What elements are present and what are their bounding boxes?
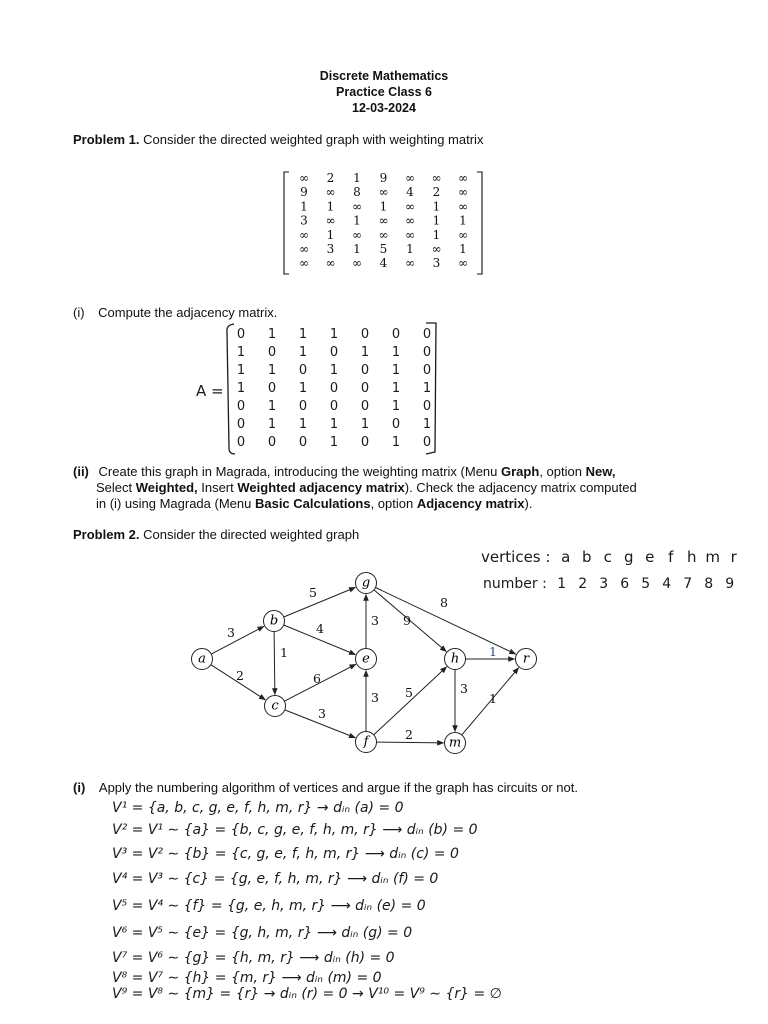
matrix-cell: ∞ bbox=[431, 171, 442, 185]
node-m bbox=[445, 733, 466, 754]
node-g bbox=[356, 573, 377, 594]
part-ii-segment: , option bbox=[370, 496, 417, 511]
matrix-cell: ∞ bbox=[458, 256, 468, 271]
matrix-cell: 9 bbox=[379, 171, 388, 185]
matrix-cell: 4 bbox=[406, 185, 414, 200]
adjacency-cell: 0 bbox=[236, 399, 246, 414]
vertices-label: vertices : bbox=[481, 548, 551, 566]
matrix-cell: ∞ bbox=[458, 199, 468, 214]
matrix-cell: ∞ bbox=[405, 256, 415, 271]
matrix-cell: 2 bbox=[432, 185, 441, 200]
matrix-cell: ∞ bbox=[299, 171, 309, 185]
part-ii-segment: New, bbox=[585, 464, 616, 479]
node-f bbox=[356, 732, 377, 753]
adjacency-cell: 1 bbox=[267, 399, 277, 414]
vertex-entry: g bbox=[623, 548, 634, 566]
matrix-cell: 1 bbox=[432, 227, 441, 242]
adjacency-cell: 0 bbox=[391, 327, 401, 342]
adjacency-cell: 0 bbox=[360, 399, 370, 414]
matrix-cell: ∞ bbox=[378, 227, 389, 242]
matrix-cell: ∞ bbox=[299, 256, 309, 271]
matrix-cell: ∞ bbox=[405, 227, 415, 242]
part-ii-line-2 bbox=[73, 480, 713, 496]
part-ii-segment: Adjacency matrix bbox=[416, 496, 525, 511]
matrix-cell: ∞ bbox=[299, 227, 309, 242]
number-entry: 4 bbox=[662, 576, 672, 592]
matrix-cell: 1 bbox=[459, 242, 467, 256]
adjacency-cell: 1 bbox=[236, 363, 246, 378]
handwritten-line: V⁴ = V³ ∼ {c} = {g, e, f, h, m, r} ⟶ dᵢₙ (f) = 0 bbox=[112, 871, 439, 887]
adjacency-cell: 1 bbox=[391, 399, 401, 414]
edge-weight-label: 8 bbox=[440, 595, 448, 610]
matrix-cell: 1 bbox=[406, 242, 414, 256]
vertex-entry: m bbox=[705, 548, 721, 566]
handwritten-line: V¹ = {a, b, c, g, e, f, h, m, r} → dᵢₙ (a) = 0 bbox=[112, 800, 404, 816]
matrix-cell: 3 bbox=[432, 256, 441, 271]
problem2-text: Consider the directed weighted graph bbox=[143, 527, 360, 542]
node-label: a bbox=[198, 651, 206, 667]
problem1-statement bbox=[73, 132, 483, 148]
matrix-cell: 4 bbox=[379, 256, 388, 271]
vertex-entry: a bbox=[561, 548, 571, 566]
matrix-cell: ∞ bbox=[325, 256, 336, 271]
number-entry: 1 bbox=[557, 576, 567, 592]
node-r bbox=[516, 649, 537, 670]
vertex-entry: f bbox=[668, 548, 674, 566]
problem2-part-i bbox=[73, 780, 578, 796]
problem2-statement bbox=[73, 527, 359, 543]
number-entry: 3 bbox=[599, 576, 609, 592]
matrix-cell: 1 bbox=[379, 199, 388, 214]
adjacency-cell: 0 bbox=[422, 363, 432, 378]
node-b bbox=[264, 611, 285, 632]
adjacency-cell: 0 bbox=[236, 435, 246, 450]
weighting-matrix bbox=[280, 168, 490, 280]
number-entry: 7 bbox=[683, 576, 693, 592]
adjacency-cell: 1 bbox=[391, 363, 401, 378]
edge-weight-label: 2 bbox=[405, 727, 413, 742]
vertex-entry: c bbox=[603, 548, 612, 566]
node-c bbox=[265, 696, 286, 717]
handwritten-line: V⁹ = V⁸ ∼ {m} = {r} → dᵢₙ (r) = 0 → V¹⁰ = V⁹ ∼ {r} = ∅ bbox=[112, 986, 502, 1002]
adjacency-matrix-name: A = bbox=[196, 382, 224, 400]
adjacency-cell: 0 bbox=[360, 327, 370, 342]
adjacency-cell: 1 bbox=[329, 327, 339, 342]
node-label: b bbox=[269, 613, 279, 629]
adjacency-cell: 0 bbox=[329, 345, 339, 360]
matrix-cell: ∞ bbox=[405, 171, 415, 185]
adjacency-cell: 1 bbox=[360, 417, 370, 432]
adjacency-cell: 0 bbox=[422, 345, 432, 360]
adjacency-cell: 1 bbox=[391, 345, 401, 360]
node-label: e bbox=[362, 651, 370, 667]
adjacency-cell: 0 bbox=[329, 399, 339, 414]
adjacency-cell: 0 bbox=[267, 345, 277, 360]
matrix-cell: ∞ bbox=[458, 185, 468, 200]
matrix-cell: ∞ bbox=[325, 213, 336, 228]
part-i-label: (i) bbox=[73, 305, 85, 320]
edge-a-b bbox=[211, 626, 264, 654]
course-title: Discrete Mathematics bbox=[319, 69, 449, 83]
matrix-cell: 1 bbox=[432, 213, 441, 228]
problem2-part-i-text: Apply the numbering algorithm of vertices and argue if the graph has circuits or not. bbox=[98, 780, 578, 795]
node-e bbox=[356, 649, 377, 670]
adjacency-cell: 0 bbox=[360, 435, 370, 450]
adjacency-cell: 1 bbox=[298, 381, 308, 396]
class-date: 12-03-2024 bbox=[352, 101, 416, 115]
node-label: f bbox=[363, 734, 369, 750]
matrix-cell: ∞ bbox=[378, 213, 389, 228]
matrix-cell: ∞ bbox=[405, 199, 415, 214]
edge-f-m bbox=[376, 742, 443, 743]
part-ii-segment: ). Check the adjacency matrix computed bbox=[404, 480, 637, 495]
adjacency-cell: 1 bbox=[329, 363, 339, 378]
adjacency-cell: 1 bbox=[267, 327, 277, 342]
matrix-cell: 3 bbox=[326, 242, 335, 256]
edge-weight-label: 3 bbox=[227, 625, 235, 640]
handwritten-line: V⁵ = V⁴ ∼ {f} = {g, e, h, m, r} ⟶ dᵢₙ (e) = 0 bbox=[112, 898, 426, 914]
adjacency-cell: 0 bbox=[298, 363, 308, 378]
node-label: r bbox=[522, 651, 530, 667]
node-label: g bbox=[361, 575, 371, 591]
adjacency-cell: 0 bbox=[267, 381, 277, 396]
adjacency-cell: 0 bbox=[422, 327, 432, 342]
part-i-text: Compute the adjacency matrix. bbox=[98, 305, 278, 320]
edge-weight-label: 5 bbox=[309, 585, 317, 600]
matrix-cell: 1 bbox=[353, 213, 361, 228]
adjacency-cell: 0 bbox=[360, 381, 370, 396]
edge-weight-label: 2 bbox=[236, 668, 244, 683]
adjacency-cell: 0 bbox=[422, 399, 432, 414]
part-ii-segment: in (i) using Magrada (Menu bbox=[96, 496, 255, 511]
part-ii-segment: Weighted, bbox=[135, 480, 198, 495]
edge-weight-label: 3 bbox=[460, 681, 468, 696]
node-label: m bbox=[448, 735, 462, 751]
edge-weight-label: 1 bbox=[280, 645, 288, 660]
number-entry: 5 bbox=[641, 576, 651, 592]
vertices-row bbox=[481, 548, 744, 566]
number-entry: 2 bbox=[578, 576, 588, 592]
node-label: c bbox=[271, 698, 279, 714]
edge-weight-label: 5 bbox=[405, 685, 413, 700]
matrix-cell: 1 bbox=[459, 213, 467, 228]
handwritten-line: V³ = V² ∼ {b} = {c, g, e, f, h, m, r} ⟶ dᵢₙ (c) = 0 bbox=[112, 846, 459, 862]
matrix-cell: ∞ bbox=[378, 185, 389, 200]
part-ii-segment: Basic Calculations bbox=[254, 496, 371, 511]
adjacency-cell: 1 bbox=[422, 417, 432, 432]
edge-weight-label: 4 bbox=[316, 621, 324, 636]
edge-weight-label: 9 bbox=[403, 613, 411, 628]
matrix-cell: 1 bbox=[300, 199, 308, 214]
node-h bbox=[445, 649, 466, 670]
adjacency-cell: 1 bbox=[298, 345, 308, 360]
edge-weight-label: 6 bbox=[313, 671, 321, 686]
edge-weight-label: 1 bbox=[489, 644, 497, 659]
part-ii-segment: Graph bbox=[501, 464, 540, 479]
adjacency-cell: 1 bbox=[391, 435, 401, 450]
matrix-cell: 2 bbox=[326, 171, 335, 185]
adjacency-cell: 1 bbox=[267, 417, 277, 432]
edge-weight-label: 1 bbox=[489, 691, 497, 706]
edge-b-c bbox=[274, 631, 275, 694]
matrix-cell: ∞ bbox=[352, 256, 362, 271]
part-ii-segment: Select bbox=[96, 480, 136, 495]
problem1-part-i bbox=[73, 305, 277, 321]
part-ii-line-3 bbox=[73, 496, 713, 512]
vertex-entry: b bbox=[581, 548, 592, 566]
adjacency-cell: 0 bbox=[360, 363, 370, 378]
matrix-cell: ∞ bbox=[352, 227, 362, 242]
adjacency-cell: 0 bbox=[329, 381, 339, 396]
adjacency-cell: 1 bbox=[236, 381, 246, 396]
adjacency-cell: 0 bbox=[236, 417, 246, 432]
matrix-cell: ∞ bbox=[458, 227, 468, 242]
matrix-cell: ∞ bbox=[325, 185, 336, 200]
matrix-cell: ∞ bbox=[405, 213, 415, 228]
part-ii-segment: Weighted adjacency matrix bbox=[237, 480, 405, 495]
adjacency-cell: 0 bbox=[391, 417, 401, 432]
matrix-cell: ∞ bbox=[352, 199, 362, 214]
adjacency-cell: 1 bbox=[422, 381, 432, 396]
problem2-part-i-label: (i) bbox=[73, 780, 86, 795]
adjacency-cell: 1 bbox=[298, 327, 308, 342]
handwritten-line: V⁷ = V⁶ ∼ {g} = {h, m, r} ⟶ dᵢₙ (h) = 0 bbox=[112, 950, 395, 966]
adjacency-cells bbox=[237, 327, 431, 450]
adjacency-cell: 0 bbox=[422, 435, 432, 450]
part-ii-segment: ). bbox=[524, 496, 533, 511]
matrix-cell: ∞ bbox=[458, 171, 468, 185]
problem1-label: Problem 1. bbox=[73, 132, 140, 147]
adjacency-cell: 1 bbox=[329, 435, 339, 450]
handwritten-line: V² = V¹ ∼ {a} = {b, c, g, e, f, h, m, r} ⟶ dᵢₙ (b) = 0 bbox=[112, 822, 478, 838]
adjacency-cell: 1 bbox=[391, 381, 401, 396]
adjacency-cell: 1 bbox=[298, 417, 308, 432]
adjacency-cell: 1 bbox=[360, 345, 370, 360]
matrix-cell: 9 bbox=[300, 185, 308, 200]
node-a bbox=[192, 649, 213, 670]
adjacency-cell: 1 bbox=[236, 345, 246, 360]
edge-weight-label: 3 bbox=[371, 690, 379, 705]
matrix-cell: ∞ bbox=[431, 242, 442, 256]
adjacency-cell: 0 bbox=[298, 435, 308, 450]
part-ii-label: (ii) bbox=[73, 464, 89, 479]
edge-weight-label: 3 bbox=[318, 706, 326, 721]
matrix-cell: 1 bbox=[326, 199, 335, 214]
matrix-cells bbox=[299, 171, 468, 270]
adjacency-matrix bbox=[220, 320, 445, 460]
adjacency-cell: 0 bbox=[267, 435, 277, 450]
matrix-cell: 8 bbox=[353, 185, 361, 200]
number-label: number : bbox=[483, 576, 547, 592]
part-ii-line-1 bbox=[99, 464, 616, 479]
matrix-cell: 1 bbox=[353, 242, 361, 256]
vertex-entry: r bbox=[730, 548, 737, 566]
matrix-cell: ∞ bbox=[299, 242, 309, 256]
adjacency-cell: 0 bbox=[236, 327, 246, 342]
class-title: Practice Class 6 bbox=[336, 85, 432, 99]
matrix-cell: 1 bbox=[432, 199, 441, 214]
matrix-cell: 3 bbox=[300, 213, 308, 228]
vertices-list bbox=[555, 548, 744, 566]
edge-weight-label: 3 bbox=[371, 613, 379, 628]
adjacency-cell: 1 bbox=[329, 417, 339, 432]
numbers-list bbox=[551, 576, 740, 592]
problem1-text: Consider the directed weighted graph with weighting matrix bbox=[143, 132, 484, 147]
graph-nodes bbox=[192, 573, 537, 754]
part-ii-segment: Insert bbox=[197, 480, 238, 495]
part-ii-segment: , option bbox=[539, 464, 586, 479]
number-entry: 9 bbox=[725, 576, 735, 592]
number-entry: 6 bbox=[620, 576, 630, 592]
problem1-part-ii bbox=[73, 464, 713, 512]
matrix-left-bracket bbox=[284, 172, 289, 274]
problem2-label: Problem 2. bbox=[73, 527, 140, 542]
part-ii-segment: Create this graph in Magrada, introducing the weighting matrix (Menu bbox=[98, 464, 502, 479]
number-entry: 8 bbox=[704, 576, 714, 592]
vertex-entry: h bbox=[686, 548, 697, 566]
handwritten-line: V⁶ = V⁵ ∼ {e} = {g, h, m, r} ⟶ dᵢₙ (g) = 0 bbox=[112, 925, 413, 941]
edge-f-h bbox=[374, 667, 447, 735]
matrix-cell: 5 bbox=[379, 242, 388, 256]
vertex-entry: e bbox=[645, 548, 655, 566]
directed-graph bbox=[180, 565, 550, 755]
matrix-cell: 1 bbox=[353, 171, 361, 185]
adjacency-cell: 1 bbox=[267, 363, 277, 378]
matrix-cell: 1 bbox=[326, 227, 335, 242]
handwritten-line: V⁸ = V⁷ ∼ {h} = {m, r} ⟶ dᵢₙ (m) = 0 bbox=[112, 970, 382, 986]
edge-b-g bbox=[284, 587, 356, 617]
matrix-right-bracket bbox=[477, 172, 482, 274]
document-header bbox=[0, 68, 768, 116]
node-label: h bbox=[450, 651, 460, 667]
adjacency-cell: 0 bbox=[298, 399, 308, 414]
adjacency-left-bracket bbox=[227, 324, 235, 454]
